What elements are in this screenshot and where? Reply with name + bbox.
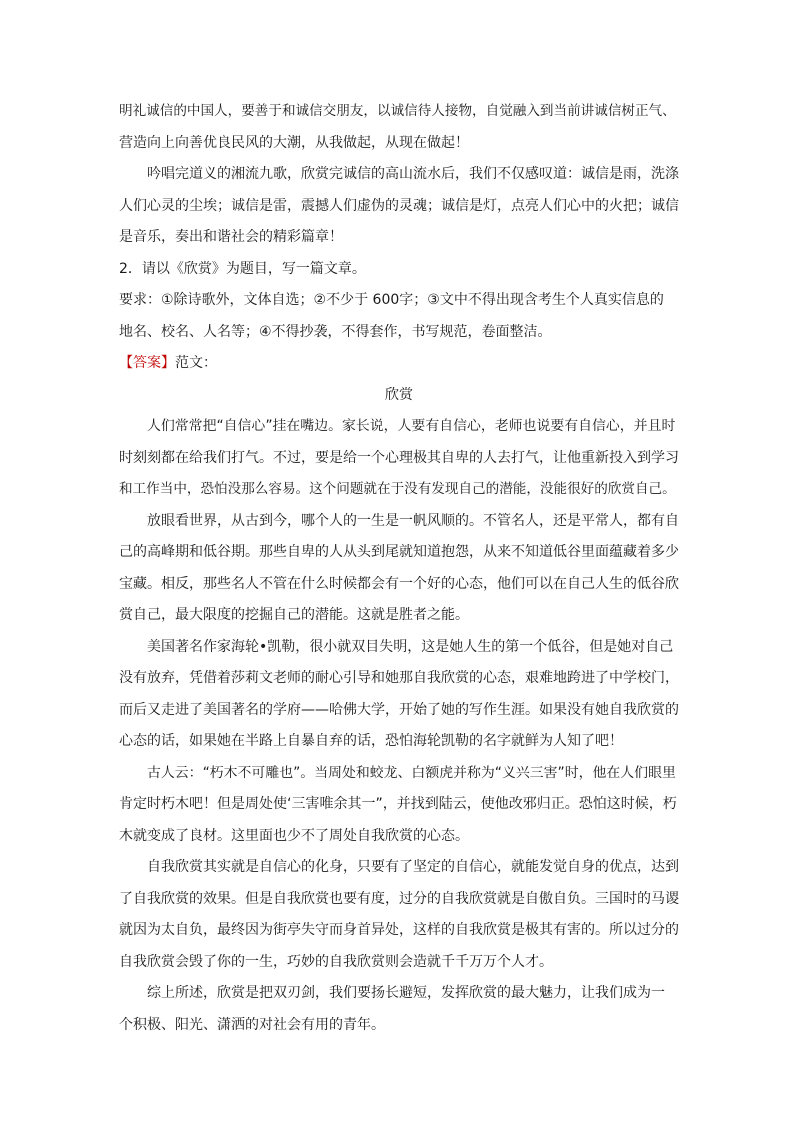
text-line: 没有放弃，凭借着莎莉文老师的耐心引导和她那自我欣赏的心态，艰难地跨进了中学校门， [119, 670, 679, 686]
answer-label: 【答案】 [119, 355, 175, 371]
text-line: 营造向上向善优良民风的大潮，从我做起，从现在做起！ [119, 134, 469, 151]
text-line: 而后又走进了美国著名的学府——哈佛大学，开始了她的写作生涯。如果没有她自我欣赏的 [119, 701, 679, 718]
text-line: 放眼看世界，从古到今，哪个人的一生是一帆风顺的。不管名人，还是平常人，都有自 [147, 512, 679, 529]
text-line: 综上所述，欣赏是把双刃剑，我们要扬长避短，发挥欣赏的最大魅力，让我们成为一 [147, 985, 665, 1001]
text-line: 吟唱完道义的湘流九歌，欣赏完诚信的高山流水后，我们不仅感叹道：诚信是雨，洗涤 [147, 166, 679, 182]
document-body [119, 96, 679, 1041]
text-line: 时刻刻都在给我们打气。不过，要是给一个心理极其自卑的人去打气，让他重新投入到学习 [119, 449, 679, 466]
text-line: 赏自己，最大限度的挖掘自己的潜能。这就是胜者之能。 [119, 607, 469, 623]
text-line: 明礼诚信的中国人，要善于和诚信交朋友，以诚信待人接物，自觉融入到当前讲诚信树正气、 [119, 103, 676, 119]
text-line: 了自我欣赏的效果。但是自我欣赏也要有度，过分的自我欣赏就是自傲自负。三国时的马谡 [119, 890, 679, 907]
text-line: 肯定时朽木吧！但是周处使‘三害唯余其一”，并找到陆云，使他改邪归正。恐怕这时候，朽 [119, 796, 677, 812]
text-line: 美国著名作家海轮•凯勒，很小就双目失明，这是她人生的第一个低谷，但是她对自己 [147, 638, 674, 655]
text-line: 己的高峰期和低谷期。那些自卑的人从头到尾就知道抱怨，从来不知道低谷里面蕴藏着多少 [119, 544, 679, 560]
text-line: 是音乐，奏出和谐社会的精彩篇章！ [119, 229, 343, 245]
text-line: 木就变成了良材。这里面也少不了周处自我欣赏的心态。 [119, 827, 469, 844]
text-line: 个积极、阳光、潇洒的对社会有用的青年。 [119, 1016, 385, 1033]
text-line: 宝藏。相反，那些名人不管在什么时候都会有一个好的心态，他们可以在自己人生的低谷欣 [119, 575, 679, 592]
text-line: 就因为太自负，最终因为街亭失守而身首异处，这样的自我欣赏是极其有害的。所以过分的 [119, 922, 679, 938]
text-line: 自我欣赏会毁了你的一生，巧妙的自我欣赏则会造就千千万万个人才。 [119, 953, 553, 970]
essay-title: 欣赏 [385, 386, 413, 403]
text-line: 人们常常把“自信心”挂在嘴边。家长说，人要有自信心，老师也说要有自信心，并且时 [147, 418, 676, 434]
text-line: 人们心灵的尘埃；诚信是雷，震撼人们虚伪的灵魂；诚信是灯，点亮人们心中的火把；诚信 [119, 197, 679, 214]
text-line: 心态的话，如果她在半路上自暴自弃的话，恐怕海轮凯勒的名字就鲜为人知了吧！ [119, 733, 623, 749]
text-line: 和工作当中，恐怕没那么容易。这个问题就在于没有发现自己的潜能，没能很好的欣赏自己。 [119, 481, 676, 497]
answer-suffix: 范文： [175, 355, 217, 371]
text-line: 自我欣赏其实就是自信心的化身，只要有了坚定的自信心，就能发觉自身的优点，达到 [147, 859, 679, 875]
requirements-line: 要求：①除诗歌外，文体自选；②不少于 600字；③文中不得出现含考生个人真实信息的 [119, 292, 664, 308]
question-heading: 2．请以《欣赏》为题目，写一篇文章。 [119, 260, 366, 277]
answer-line [119, 348, 679, 380]
requirements-line: 地名、校名、人名等；④不得抄袭，不得套作，书写规范，卷面整洁。 [119, 323, 552, 340]
text-line: 古人云：“朽木不可雕也”。当周处和蛟龙、白额虎并称为“义兴三害”时，他在人们眼里 [147, 764, 676, 781]
